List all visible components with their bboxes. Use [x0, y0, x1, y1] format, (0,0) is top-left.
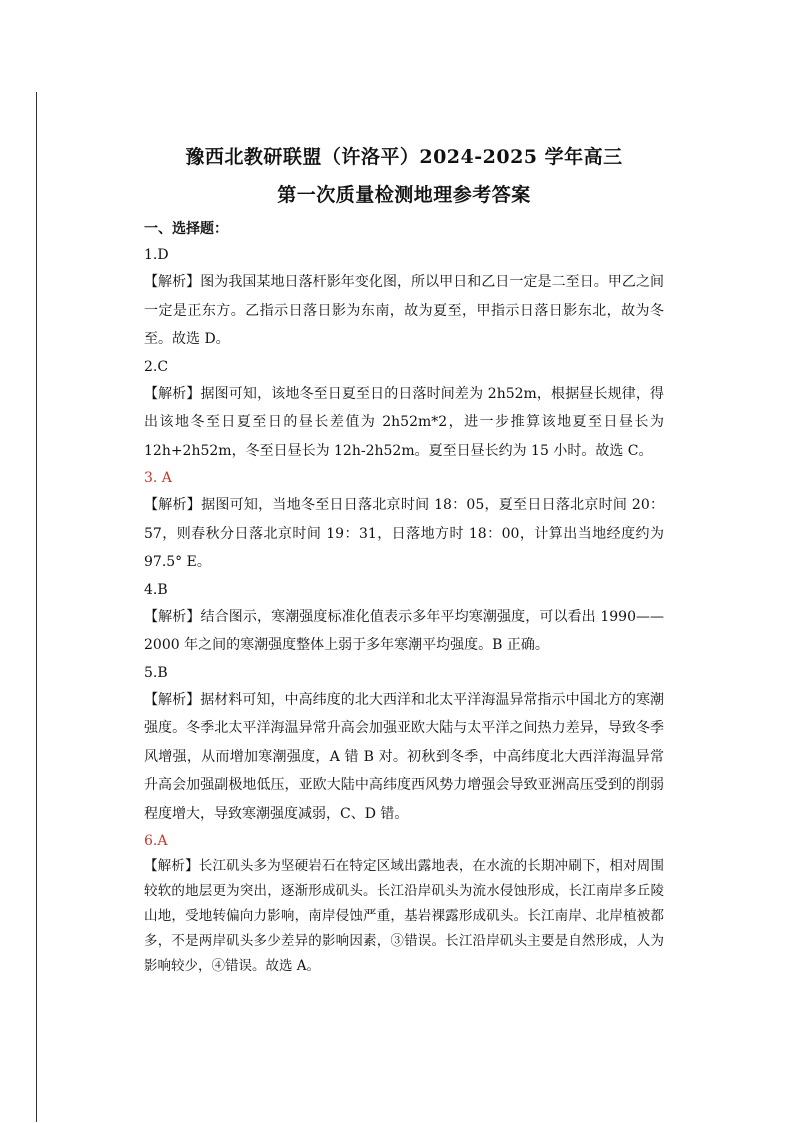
question-6-answer: 6.A: [144, 833, 168, 849]
section-heading: 一、选择题：: [144, 221, 228, 237]
question-5-explanation: 【解析】据材料可知，中高纬度的北大西洋和北太平洋海温异常指示中国北方的寒潮强度。冬季北太平洋海温异常升高会加强亚欧大陆与太平洋之间热力差异，导致冬季风增强，从而增加寒潮强度，A 错 B 对。初秋到冬季，中高纬度北大西洋海温异常升高会加强副极地低压，亚欧大陆中高纬度西风势力增强会导致亚洲高压受到的削弱程度增大，导致寒潮强度减弱，C、D 错。: [144, 691, 664, 822]
question-6-explanation: 【解析】长江矶头多为坚硬岩石在特定区域出露地表，在水流的长期冲刷下，相对周围较软的地层更为突出，逐渐形成矶头。长江沿岸矶头为流水侵蚀形成，长江南岸多丘陵山地，受地转偏向力影响，南岸侵蚀严重，基岩裸露形成矶头。长江南岸、北岸植被都多，不是两岸矶头多少差异的影响因素，③错误。长江沿岸矶头主要是自然形成，人为影响较少，④错误。故选 A。: [144, 858, 664, 974]
question-2-answer: 2.C: [144, 358, 169, 375]
answer-document: [144, 140, 664, 979]
question-5-answer: 5.B: [144, 664, 168, 681]
question-3-answer: 3. A: [144, 470, 172, 486]
question-3-explanation: 【解析】据图可知，当地冬至日日落北京时间 18：05，夏至日日落北京时间 20：57，则春秋分日落北京时间 19：31，日落地方时 18：00，计算出当地经度约为 97.5° E。: [144, 497, 664, 570]
question-1-answer: 1.D: [144, 247, 169, 263]
question-4-explanation: 【解析】结合图示，寒潮强度标准化值表示多年平均寒潮强度，可以看出 1990——2000 年之间的寒潮强度整体上弱于多年寒潮平均强度。B 正确。: [144, 608, 664, 653]
question-2-explanation: 【解析】据图可知，该地冬至日夏至日的日落时间差为 2h52m，根据昼长规律，得出该地冬至日夏至日的昼长差值为 2h52m*2，进一步推算该地夏至日昼长为 12h+2h52m，冬至日昼长为 12h-2h52m。夏至日昼长约为 15 小时。故选 C。: [144, 385, 664, 459]
doc-title-line2: 第一次质量检测地理参考答案: [277, 184, 531, 206]
doc-title-line1: 豫西北教研联盟（许洛平）2024-2025 学年高三: [185, 146, 623, 168]
question-1-explanation: 【解析】图为我国某地日落杆影年变化图，所以甲日和乙日一定是二至日。甲乙之间一定是正东方。乙指示日落日影为东南，故为夏至，甲指示日落日影东北，故为冬至。故选 D。: [144, 274, 664, 347]
question-4-answer: 4.B: [144, 581, 168, 598]
page-margin-line: [36, 92, 37, 1122]
